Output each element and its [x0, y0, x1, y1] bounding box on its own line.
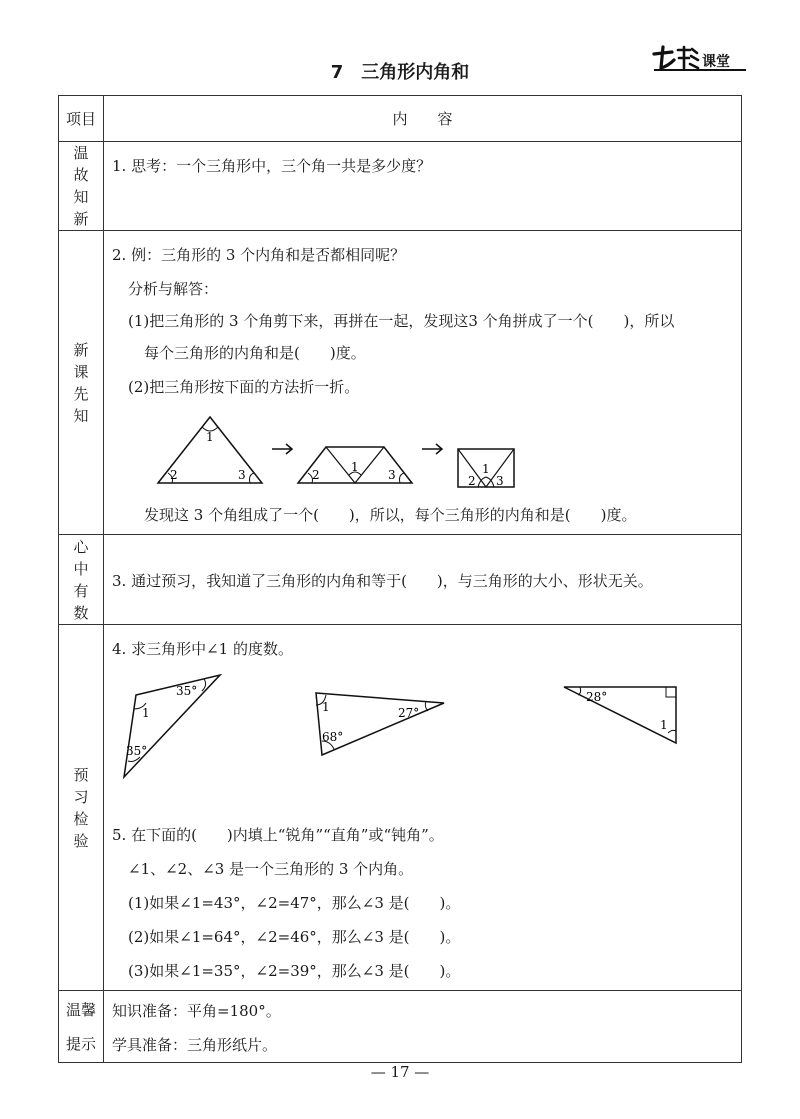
- fold-conclusion: 发现这 3 个角组成了一个( )，所以，每个三角形的内角和是( )度。: [144, 506, 637, 524]
- svg-text:1: 1: [206, 430, 214, 444]
- row-label-check: 预习检验: [59, 625, 104, 991]
- question-5-part-3: (3)如果∠1=35°，∠2=39°，那么∠3 是( )。: [128, 962, 461, 980]
- part-2: (2)把三角形按下面的方法折一折。: [128, 378, 360, 396]
- header-content: 内 容: [104, 96, 742, 142]
- svg-text:课堂: 课堂: [702, 54, 730, 70]
- svg-text:3: 3: [238, 468, 246, 482]
- brand-logo: [650, 44, 750, 72]
- triangle-2: [312, 689, 452, 759]
- part-1-a: (1)把三角形的 3 个角剪下来，再拼在一起，发现这3 个角拼成了一个( )，所以: [128, 312, 675, 330]
- question-1: 1. 思考：一个三角形中，三个角一共是多少度？: [112, 157, 432, 175]
- row-label-review: 温故知新: [59, 142, 104, 231]
- question-4: 4. 求三角形中∠1 的度数。: [112, 640, 293, 658]
- row-content-tips: [104, 991, 742, 1063]
- svg-text:3: 3: [496, 474, 504, 488]
- svg-text:1: 1: [351, 460, 359, 474]
- row-content-review: [104, 142, 742, 231]
- triangle-3: [560, 681, 684, 749]
- row-content-new: [104, 231, 742, 535]
- row-label-new: 新课先知: [59, 231, 104, 535]
- svg-text:68°: 68°: [322, 730, 344, 744]
- svg-text:28°: 28°: [586, 690, 608, 704]
- analysis-label: 分析与解答：: [128, 280, 219, 298]
- svg-text:1: 1: [660, 718, 668, 732]
- question-5-part-1: (1)如果∠1=43°，∠2=47°，那么∠3 是( )。: [128, 894, 461, 912]
- question-5: 5. 在下面的( )内填上“锐角”“直角”或“钝角”。: [112, 826, 444, 844]
- svg-text:1: 1: [142, 706, 150, 720]
- question-3: 3. 通过预习，我知道了三角形的内角和等于( )，与三角形的大小、形状无关。: [112, 572, 653, 590]
- tip-tools: 学具准备：三角形纸片。: [112, 1036, 278, 1054]
- question-5-intro: ∠1、∠2、∠3 是一个三角形的 3 个内角。: [128, 860, 414, 878]
- header-label: 项目: [59, 96, 104, 142]
- question-5-part-2: (2)如果∠1=64°，∠2=46°，那么∠3 是( )。: [128, 928, 461, 946]
- worksheet-table: [58, 95, 742, 1063]
- page-number: — 17 —: [370, 1063, 430, 1081]
- question-2: 2. 例：三角形的 3 个内角和是否都相同呢？: [112, 246, 406, 264]
- page-title: 7 三角形内角和: [330, 62, 470, 83]
- svg-text:3: 3: [388, 468, 396, 482]
- triangle-1: [120, 673, 230, 783]
- svg-text:27°: 27°: [398, 706, 420, 720]
- tip-knowledge: 知识准备：平角=180°。: [112, 1002, 281, 1020]
- row-content-check: [104, 625, 742, 991]
- svg-text:1: 1: [322, 700, 330, 714]
- svg-text:35°: 35°: [176, 684, 198, 698]
- row-label-mind: 心中有数: [59, 535, 104, 625]
- row-content-mind: [104, 535, 742, 625]
- svg-text:2: 2: [170, 468, 178, 482]
- svg-text:2: 2: [312, 468, 320, 482]
- row-label-tips: 温馨 提示: [59, 991, 104, 1063]
- part-1-b: 每个三角形的内角和是( )度。: [144, 344, 366, 362]
- svg-text:35°: 35°: [126, 744, 148, 758]
- svg-text:1: 1: [482, 462, 490, 476]
- fold-figure: [154, 411, 484, 491]
- fold-rectangle: [456, 447, 518, 493]
- svg-text:2: 2: [468, 474, 476, 488]
